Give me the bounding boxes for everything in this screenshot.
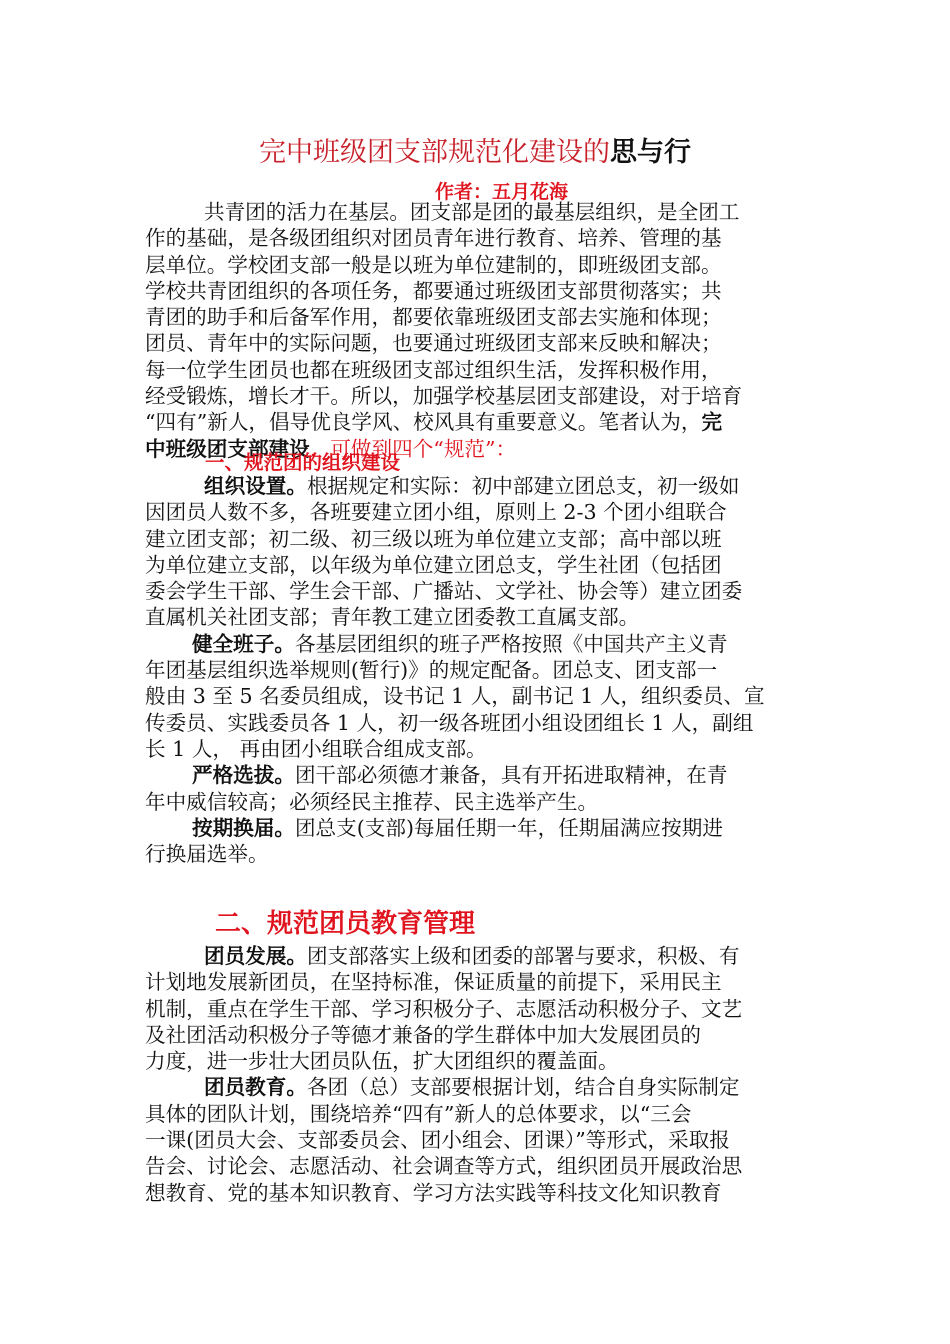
text-line: 因团员人数不多，各班要建立团小组，原则上 2-3 个团小组联合: [145, 500, 727, 525]
text-line: 每一位学生团员也都在班级团支部过组织生活，发挥积极作用，: [145, 357, 722, 382]
text-line: [145, 1074, 807, 1100]
text-line: 一课(团员大会、支部委员会、团小组会、团课）”等形式，采取报: [145, 1128, 730, 1153]
text-line: 直属机关社团支部；青年教工建立团委教工直属支部。: [145, 605, 640, 630]
text-line: 青团的助手和后备军作用，都要依靠班级团支部去实施和体现；: [145, 305, 722, 330]
text-line: 年团基层组织选举规则(暂行)》的规定配备。团总支、团支部一: [145, 658, 718, 683]
title-main: 完中班级团支部规范化建设的: [259, 137, 610, 168]
intro-paragraph: [145, 199, 807, 462]
bold-run: 中班级团支部建设: [145, 436, 310, 461]
text-line: 想教育、党的基本知识教育、学习方法实践等科技文化知识教育: [145, 1180, 722, 1205]
text-run: 团干部必须德才兼备，具有开拓进取精神，在青: [294, 763, 728, 788]
text-line: 委会学生干部、学生会干部、广播站、文学社、协会等）建立团委: [145, 579, 743, 604]
bold-run: 完: [701, 410, 723, 435]
section2-heading: 二、规范团员教育管理: [215, 909, 476, 939]
text-line: 及社团活动积极分子等德才兼备的学生群体中加大发展团员的: [145, 1022, 702, 1047]
section1-heading: 一、规范团的组织建设: [205, 451, 401, 474]
paragraph-lead: 严格选拔。: [192, 763, 295, 788]
title-tail: 思与行: [610, 137, 691, 168]
text-run: 根据规定和实际：初中部建立团总支，初一级如: [306, 474, 740, 498]
paragraph-lead: 团员发展。: [204, 944, 307, 968]
text-line: 团员、青年中的实际问题，也要通过班级团支部来反映和解决；: [145, 331, 722, 356]
text-line: 力度，进一步壮大团员队伍，扩大团组织的覆盖面。: [145, 1049, 619, 1074]
text-line: [145, 815, 807, 841]
document-title: [0, 130, 950, 169]
text-line: 层单位。学校团支部一般是以班为单位建制的，即班级团支部。: [145, 252, 722, 277]
text-run: 各团（总）支部要根据计划，结合自身实际制定: [306, 1075, 740, 1100]
text-line: 年中威信较高；必须经民主推荐、民主选举产生。: [145, 789, 599, 814]
paragraph-lead: 团员教育。: [204, 1075, 307, 1100]
text-line: 长 1 人， 再由团小组联合组成支部。: [145, 736, 487, 761]
text-line: 作的基础，是各级团组织对团员青年进行教育、培养、管理的基: [145, 226, 722, 251]
text-line: [145, 943, 807, 969]
section2-body: [145, 943, 807, 1206]
text-line: [145, 473, 807, 499]
text-run: 各基层团组织的班子严格按照《中国共产主义青: [294, 631, 728, 656]
author-line: 作者：五月花海: [435, 181, 569, 203]
text-run: “四有”新人，倡导优良学风、校风具有重要意义。笔者认为，: [145, 410, 702, 435]
text-line: 为单位建立支部，以年级为单位建立团总支，学生社团（包括团: [145, 552, 722, 577]
text-line: [145, 762, 807, 788]
text-line: 计划地发展新团员，在坚持标准，保证质量的前提下，采用民主: [145, 970, 722, 995]
text-line: 学校共青团组织的各项任务，都要通过班级团支部贯彻落实；共: [145, 278, 722, 303]
text-line: 般由 3 至 5 名委员组成，设书记 1 人，副书记 1 人，组织委员、宣: [145, 684, 765, 709]
text-line: 建立团支部；初二级、初三级以班为单位建立支部；高中部以班: [145, 526, 722, 551]
text-run: 团支部落实上级和团委的部署与要求，积极、有: [306, 944, 740, 968]
text-line: 具体的团队计划，围绕培养“四有”新人的总体要求，以“三会: [145, 1101, 692, 1126]
section1-body: [145, 473, 807, 867]
text-line: 传委员、实践委员各 1 人，初一级各班团小组设团组长 1 人，副组: [145, 710, 754, 735]
text-line: 共青团的活力在基层。团支部是团的最基层组织，是全团工: [204, 200, 740, 224]
text-line: [145, 631, 807, 657]
text-line: 经受锻炼，增长才干。所以，加强学校基层团支部建设，对于培育: [145, 384, 743, 409]
text-line: [145, 409, 807, 435]
text-run: 团总支(支部)每届任期一年，任期届满应按期进: [294, 815, 723, 840]
red-run: ，可做到四个“规范”：: [309, 436, 517, 461]
paragraph-lead: 健全班子。: [192, 631, 295, 656]
text-line: 告会、讨论会、志愿活动、社会调查等方式，组织团员开展政治思: [145, 1154, 743, 1179]
paragraph-lead: 组织设置。: [204, 474, 307, 498]
text-line: 机制，重点在学生干部、学习积极分子、志愿活动积极分子、文艺: [145, 996, 743, 1021]
paragraph-lead: 按期换届。: [192, 815, 295, 840]
text-line: 行换届选举。: [145, 842, 269, 867]
